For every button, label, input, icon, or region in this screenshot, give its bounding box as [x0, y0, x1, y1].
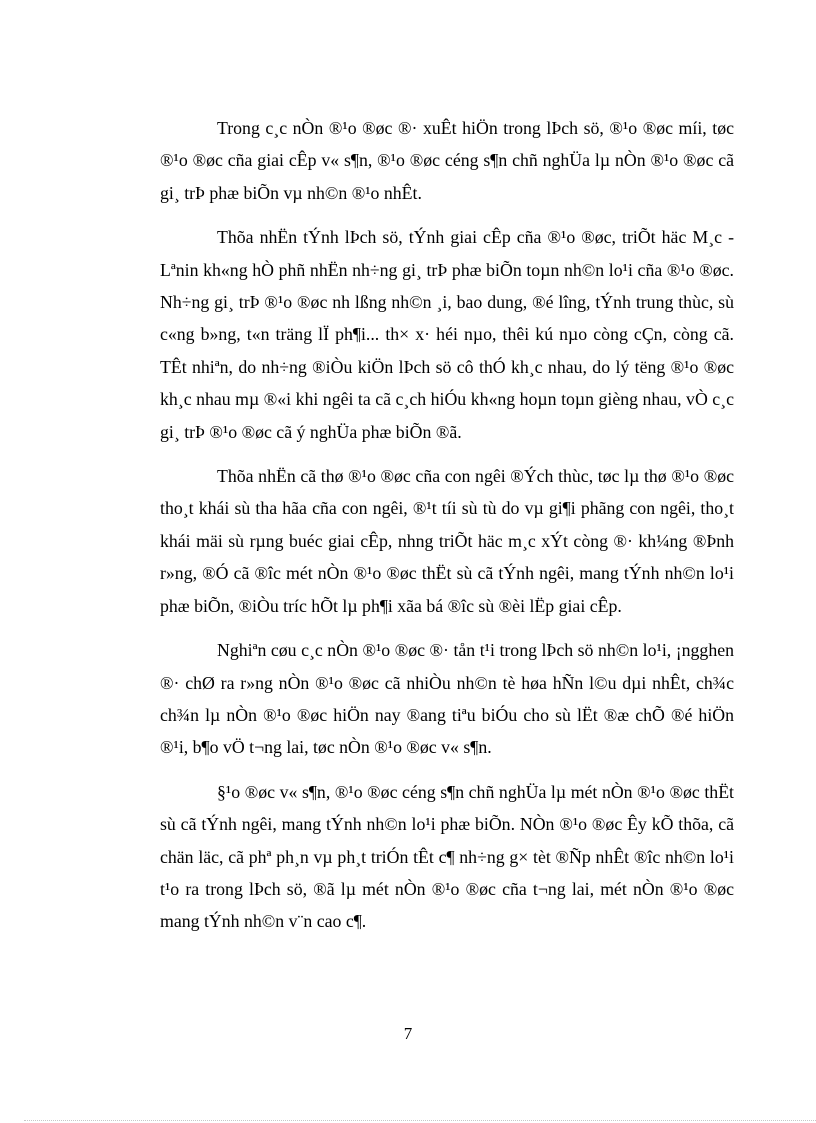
page-number: 7	[403, 1024, 413, 1043]
paragraph-2: Thõa nhËn tÝnh lÞch sö, tÝnh giai cÊp cña ®¹o ®øc, triÕt häc M¸c - Lªnin kh«ng hÒ phñ nhËn nh÷ng gi¸ trÞ phæ biÕn toµn nh©n lo¹i cña ®¹o ®øc. Nh÷ng gi¸ trÞ ®¹o ®øc nh lßng nh©n ¸i, bao dung, ®é lîng, tÝnh trung thùc, sù c«ng b»ng, t«n träng lÏ ph¶i... th× x· héi nµo, thêi kú nµo còng cÇn, còng cã. TÊt nhiªn, do nh÷ng ®iÒu kiÖn lÞch sö cô thÓ kh¸c nhau, do lý tëng ®¹o ®øc kh¸c nhau mµ ®«i khi ngêi ta cã c¸ch hiÓu kh«ng hoµn toµn gièng nhau, vÒ c¸c gi¸ trÞ ®¹o ®øc cã ý nghÜa phæ biÕn ®ã.	[160, 227, 734, 442]
page-bottom-divider	[24, 1120, 816, 1121]
paragraph-5: §¹o ®øc v« s¶n, ®¹o ®øc céng s¶n chñ nghÜa lµ mét nÒn ®¹o ®øc thËt sù cã tÝnh ngêi, mang tÝnh nh©n lo¹i phæ biÕn. NÒn ®¹o ®øc Êy kÕ thõa, cã chän läc, cã phª ph¸n vµ ph¸t triÓn tÊt c¶ nh÷ng g× tèt ®Ñp nhÊt ®îc nh©n lo¹i t¹o ra trong lÞch sö, ®ã lµ mét nÒn ®¹o ®øc cña t¬ng lai, mét nÒn ®¹o ®øc mang tÝnh nh©n v¨n cao c¶.	[160, 781, 734, 932]
body-text	[160, 112, 734, 938]
paragraph-1: Trong c¸c nÒn ®¹o ®øc ®· xuÊt hiÖn trong lÞch sö, ®¹o ®øc míi, tøc ®¹o ®øc cña giai cÊp v« s¶n, ®¹o ®øc céng s¶n chñ nghÜa lµ nÒn ®¹o ®øc cã gi¸ trÞ phæ biÕn vµ nh©n ®¹o nhÊt.	[160, 118, 734, 203]
paragraph-3: Thõa nhËn cã thø ®¹o ®øc cña con ngêi ®Ých thùc, tøc lµ thø ®¹o ®øc tho¸t khái sù tha hãa cña con ngêi, ®¹t tíi sù tù do vµ gi¶i phãng con ngêi, tho¸t khái mäi sù rµng buéc giai cÊp, nhng triÕt häc m¸c xÝt còng ®· kh¼ng ®Þnh r»ng, ®Ó cã ®îc mét nÒn ®¹o ®øc thËt sù cã tÝnh ngêi, mang tÝnh nh©n lo¹i phæ biÕn, ®iÒu tríc hÕt lµ ph¶i xãa bá ®îc sù ®èi lËp giai cÊp.	[160, 466, 734, 616]
paragraph-4: Nghiªn cøu c¸c nÒn ®¹o ®øc ®· tån t¹i trong lÞch sö nh©n lo¹i, ¡ngghen ®· chØ ra r»ng nÒn ®¹o ®øc cã nhiÒu nh©n tè høa hÑn l©u dµi nhÊt, ch¾c ch¾n lµ nÒn ®¹o ®øc hiÖn nay ®ang tiªu biÓu cho sù lËt ®æ chÕ ®é hiÖn ®¹i, b¶o vÖ t¬ng lai, tøc nÒn ®¹o ®øc v« s¶n.	[160, 640, 734, 758]
